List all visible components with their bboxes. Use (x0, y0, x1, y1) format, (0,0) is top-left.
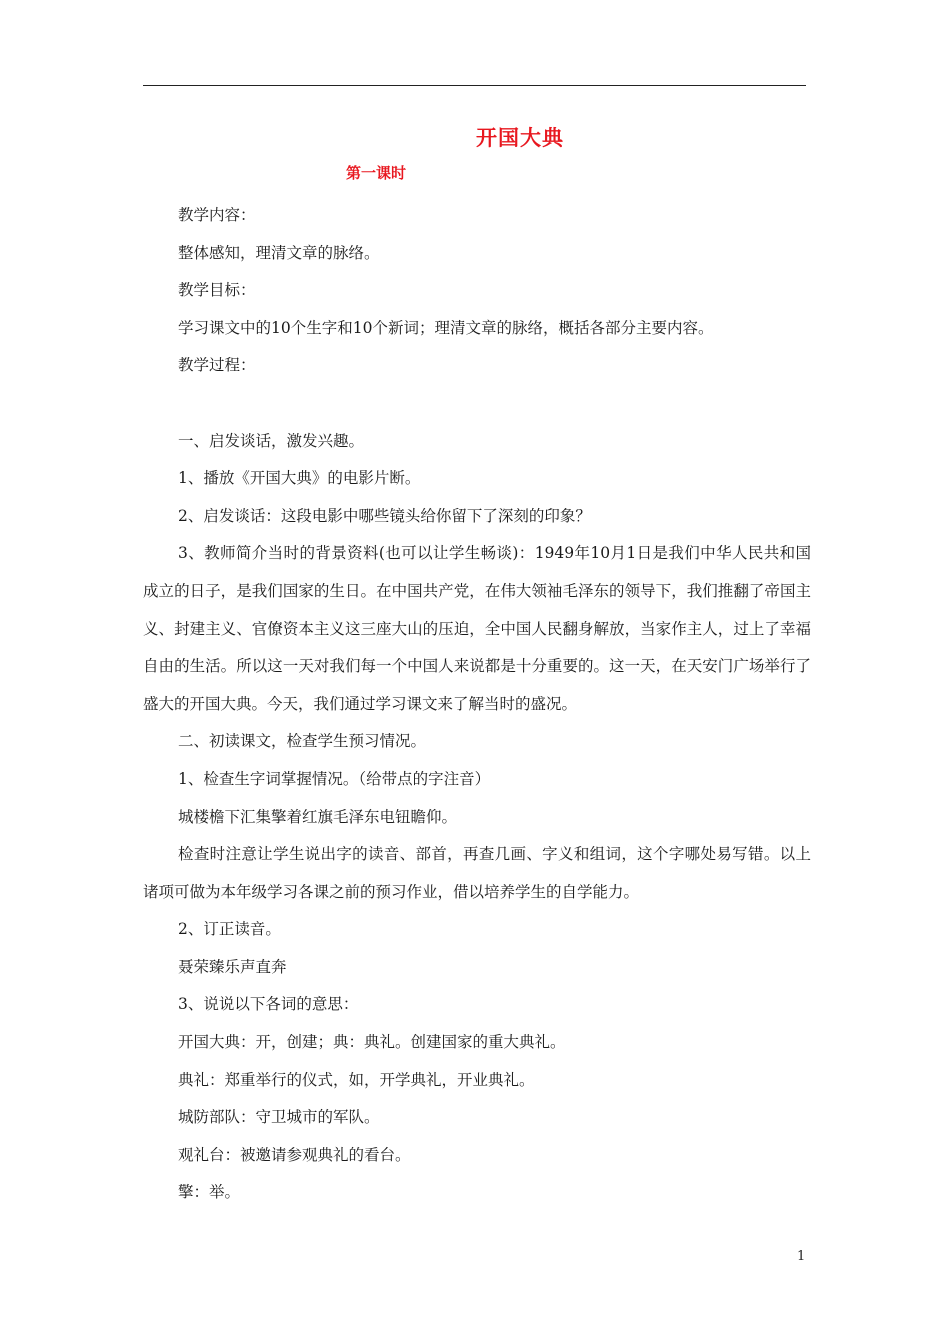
paragraph: 擎：举。 (178, 1183, 241, 1202)
paragraph: 学习课文中的10个生字和10个新词；理清文章的脉络，概括各部分主要内容。 (178, 318, 714, 337)
paragraph: 3、教师简介当时的背景资料(也可以让学生畅谈)：1949年10月1日是我们中华人民共和国成立的日子，是我们国家的生日。在中国共产党，在伟大领袖毛泽东的领导下，我们推翻了帝国主义、封建主义、官僚资本主义这三座大山的压迫，全中国人民翻身解放，当家作主人，过上了幸福自由的生活。所以这一天对我们每一个中国人来说都是十分重要的。这一天，在天安门广场举行了盛大的开国大典。今天，我们通过学习课文来了解当时的盛况。 (143, 544, 811, 713)
document-title: 开国大典 (476, 126, 564, 150)
paragraph: 教学过程： (178, 356, 256, 375)
paragraph: 2、订正读音。 (178, 920, 281, 939)
paragraph: 2、启发谈话：这段电影中哪些镜头给你留下了深刻的印象？ (178, 506, 591, 525)
section-heading: 二、初读课文，检查学生预习情况。 (178, 732, 427, 751)
paragraph: 开国大典：开，创建；典：典礼。创建国家的重大典礼。 (178, 1033, 566, 1052)
section-heading: 一、启发谈话，激发兴趣。 (178, 431, 365, 450)
paragraph: 教学内容： (178, 206, 256, 224)
paragraph: 3、说说以下各词的意思： (178, 995, 359, 1014)
blank-line (143, 385, 811, 423)
paragraph: 整体感知，理清文章的脉络。 (178, 243, 380, 262)
paragraph: 典礼：郑重举行的仪式，如，开学典礼，开业典礼。 (178, 1070, 535, 1089)
paragraph: 城楼檐下汇集擎着红旗毛泽东电钮瞻仰。 (178, 807, 458, 826)
lesson-subtitle: 第一课时 (346, 164, 407, 182)
paragraph: 1、检查生字词掌握情况。（给带点的字注音） (178, 769, 491, 788)
paragraph: 聂荣臻乐声直奔 (178, 957, 287, 976)
paragraph: 城防部队：守卫城市的军队。 (178, 1108, 380, 1127)
document-body (143, 197, 811, 1212)
header-rule (143, 85, 806, 86)
paragraph: 1、播放《开国大典》的电影片断。 (178, 469, 421, 488)
paragraph: 检查时注意让学生说出字的读音、部首，再查几画、字义和组词，这个字哪处易写错。以上诸项可做为本年级学习各课之前的预习作业，借以培养学生的自学能力。 (143, 845, 811, 901)
paragraph: 教学目标： (178, 281, 256, 300)
paragraph: 观礼台：被邀请参观典礼的看台。 (178, 1145, 411, 1164)
page-number: 1 (797, 1249, 806, 1264)
